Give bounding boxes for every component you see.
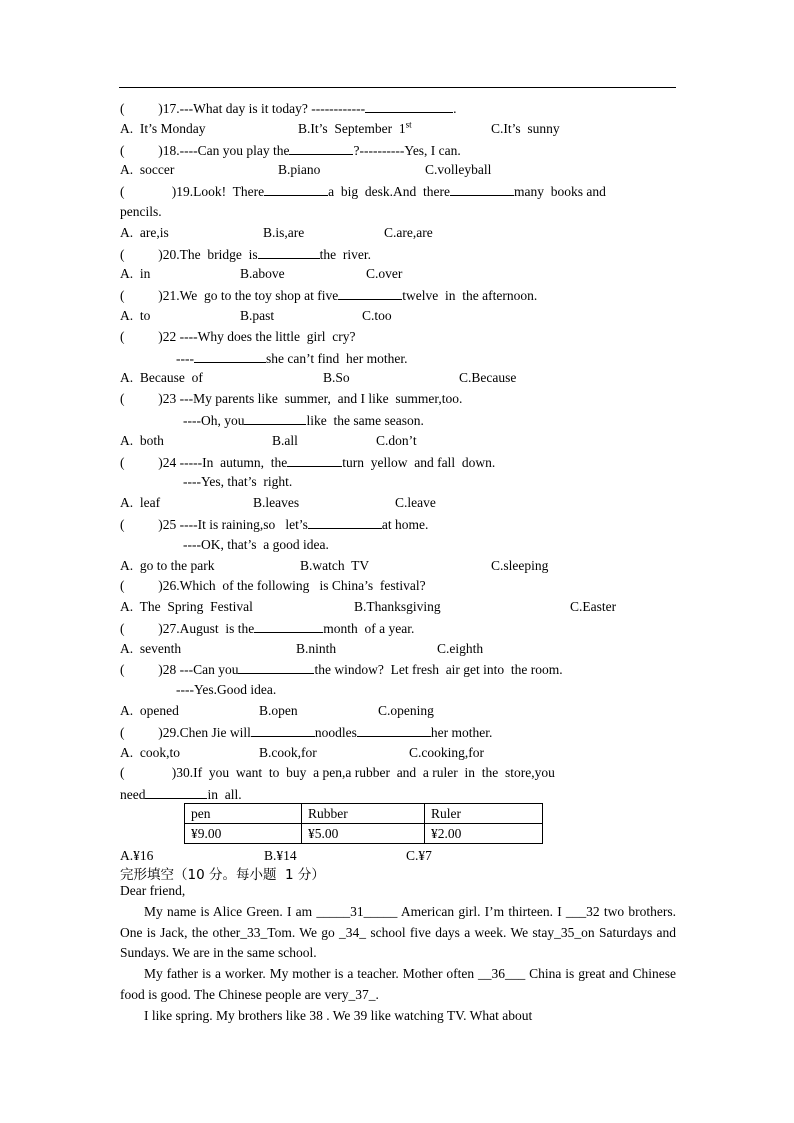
option-c: C.cooking,for [409,745,484,760]
table-cell: ¥5.00 [302,824,425,844]
option-c: C.Easter [570,599,617,614]
option-a: A. opened [120,703,179,718]
answer-blank[interactable] [308,515,382,529]
table-header: Rubber [302,804,425,824]
question-19-cont: pencils. [120,204,162,219]
question-25: ( )25 ----It is raining,so let’s at home. [120,517,429,532]
answer-blank[interactable] [194,349,266,363]
cloze-paragraph-2: My father is a worker. My mother is a teacher. Mother often __36___ China is great and Chinese food is good. The Chinese people are very_37_. [120,966,676,1002]
table-header: Ruler [425,804,543,824]
option-b: B.above [240,266,285,281]
option-b: B.¥14 [264,848,297,863]
option-a: A. leaf [120,495,161,510]
option-a: A. in [120,266,151,281]
option-c: C.don’t [376,433,417,448]
header-rule [119,87,676,88]
question-23-reply: ----Oh, you like the same season. [183,413,424,428]
option-b: B.cook,for [259,745,317,760]
option-b: B.It’s September 1st [298,119,412,136]
option-b: B.ninth [296,641,337,656]
answer-blank[interactable] [244,411,306,425]
option-c: C.volleyball [425,162,492,177]
option-a: A. to [120,308,151,323]
question-24: ( )24 -----In autumn, the turn yellow and fall down. [120,455,496,470]
table-cell: ¥2.00 [425,824,543,844]
option-c: C.It’s sunny [491,121,560,136]
option-c: C.too [362,308,392,323]
answer-blank[interactable] [145,785,207,799]
question-28: ( )28 ---Can you the window? Let fresh air get into the room. [120,662,563,677]
question-26: ( )26.Which of the following is China’s festival? [120,578,426,593]
table-row [185,824,543,844]
section-title: 完形填空（10 分。每小题 1 分） [120,867,325,883]
answer-blank[interactable] [264,182,328,196]
answer-blank[interactable] [238,660,314,674]
option-a: A. are,is [120,225,169,240]
option-b: B.Thanksgiving [354,599,441,614]
option-c: C.over [366,266,403,281]
answer-blank[interactable] [287,453,342,467]
option-a: A. both [120,433,164,448]
question-18: ( )18.----Can you play the ?----------Yes, I can. [120,143,461,158]
answer-blank[interactable] [254,619,323,633]
option-b: B.watch TV [300,558,370,573]
question-21: ( )21.We go to the toy shop at five twelve in the afternoon. [120,288,538,303]
option-c: C.Because [459,370,517,385]
option-c: C.are,are [384,225,433,240]
answer-blank[interactable] [289,141,353,155]
question-27: ( )27.August is the month of a year. [120,621,415,636]
option-a: A.¥16 [120,848,154,863]
table-cell: ¥9.00 [185,824,302,844]
salutation: Dear friend, [120,883,186,898]
question-29: ( )29.Chen Jie will noodles her mother. [120,725,493,740]
answer-blank[interactable] [338,286,402,300]
answer-blank[interactable] [365,99,453,113]
question-19: ( )19.Look! There a big desk.And there many books and [120,184,606,199]
question-25-reply: ----OK, that’s a good idea. [183,537,329,552]
question-22: ( )22 ----Why does the little girl cry? [120,329,356,344]
question-24-reply: ----Yes, that’s right. [183,474,293,489]
question-17: ( )17.---What day is it today? ------------ . [120,101,457,116]
question-28-reply: ----Yes.Good idea. [176,682,277,697]
option-a: A. soccer [120,162,175,177]
question-22-reply: ---- she can’t find her mother. [176,351,408,366]
option-b: B.leaves [253,495,300,510]
answer-blank[interactable] [251,723,315,737]
option-b: B.all [272,433,298,448]
option-b: B.past [240,308,275,323]
question-30-cont: need in all. [120,787,242,802]
cloze-paragraph-3: I like spring. My brothers like 38 . We 39 like watching TV. What about [144,1008,533,1023]
cloze-paragraph-1: My name is Alice Green. I am _____31_____ American girl. I’m thirteen. I ___32 two brothers. One is Jack, the other_33_Tom. We go _34_ school five days a week. We stay_35_on Saturdays and Sundays. We are in the same school. [120,904,676,961]
option-c: C.¥7 [406,848,432,863]
option-b: B.open [259,703,298,718]
option-c: C.opening [378,703,434,718]
option-b: B.So [323,370,350,385]
price-table [184,803,543,844]
option-c: C.sleeping [491,558,549,573]
question-20: ( )20.The bridge is the river. [120,247,371,262]
table-row [185,804,543,824]
option-a: A. go to the park [120,558,215,573]
option-a: A. seventh [120,641,182,656]
option-a: A. The Spring Festival [120,599,253,614]
question-30: ( )30.If you want to buy a pen,a rubber and a ruler in the store,you [120,765,555,780]
option-a: A. cook,to [120,745,180,760]
answer-blank[interactable] [450,182,514,196]
answer-blank[interactable] [357,723,431,737]
option-c: C.leave [395,495,436,510]
table-header: pen [185,804,302,824]
question-23: ( )23 ---My parents like summer, and I like summer,too. [120,391,463,406]
option-a: A. It’s Monday [120,121,206,136]
option-c: C.eighth [437,641,484,656]
option-a: A. Because of [120,370,203,385]
option-b: B.piano [278,162,321,177]
answer-blank[interactable] [258,245,320,259]
option-b: B.is,are [263,225,305,240]
